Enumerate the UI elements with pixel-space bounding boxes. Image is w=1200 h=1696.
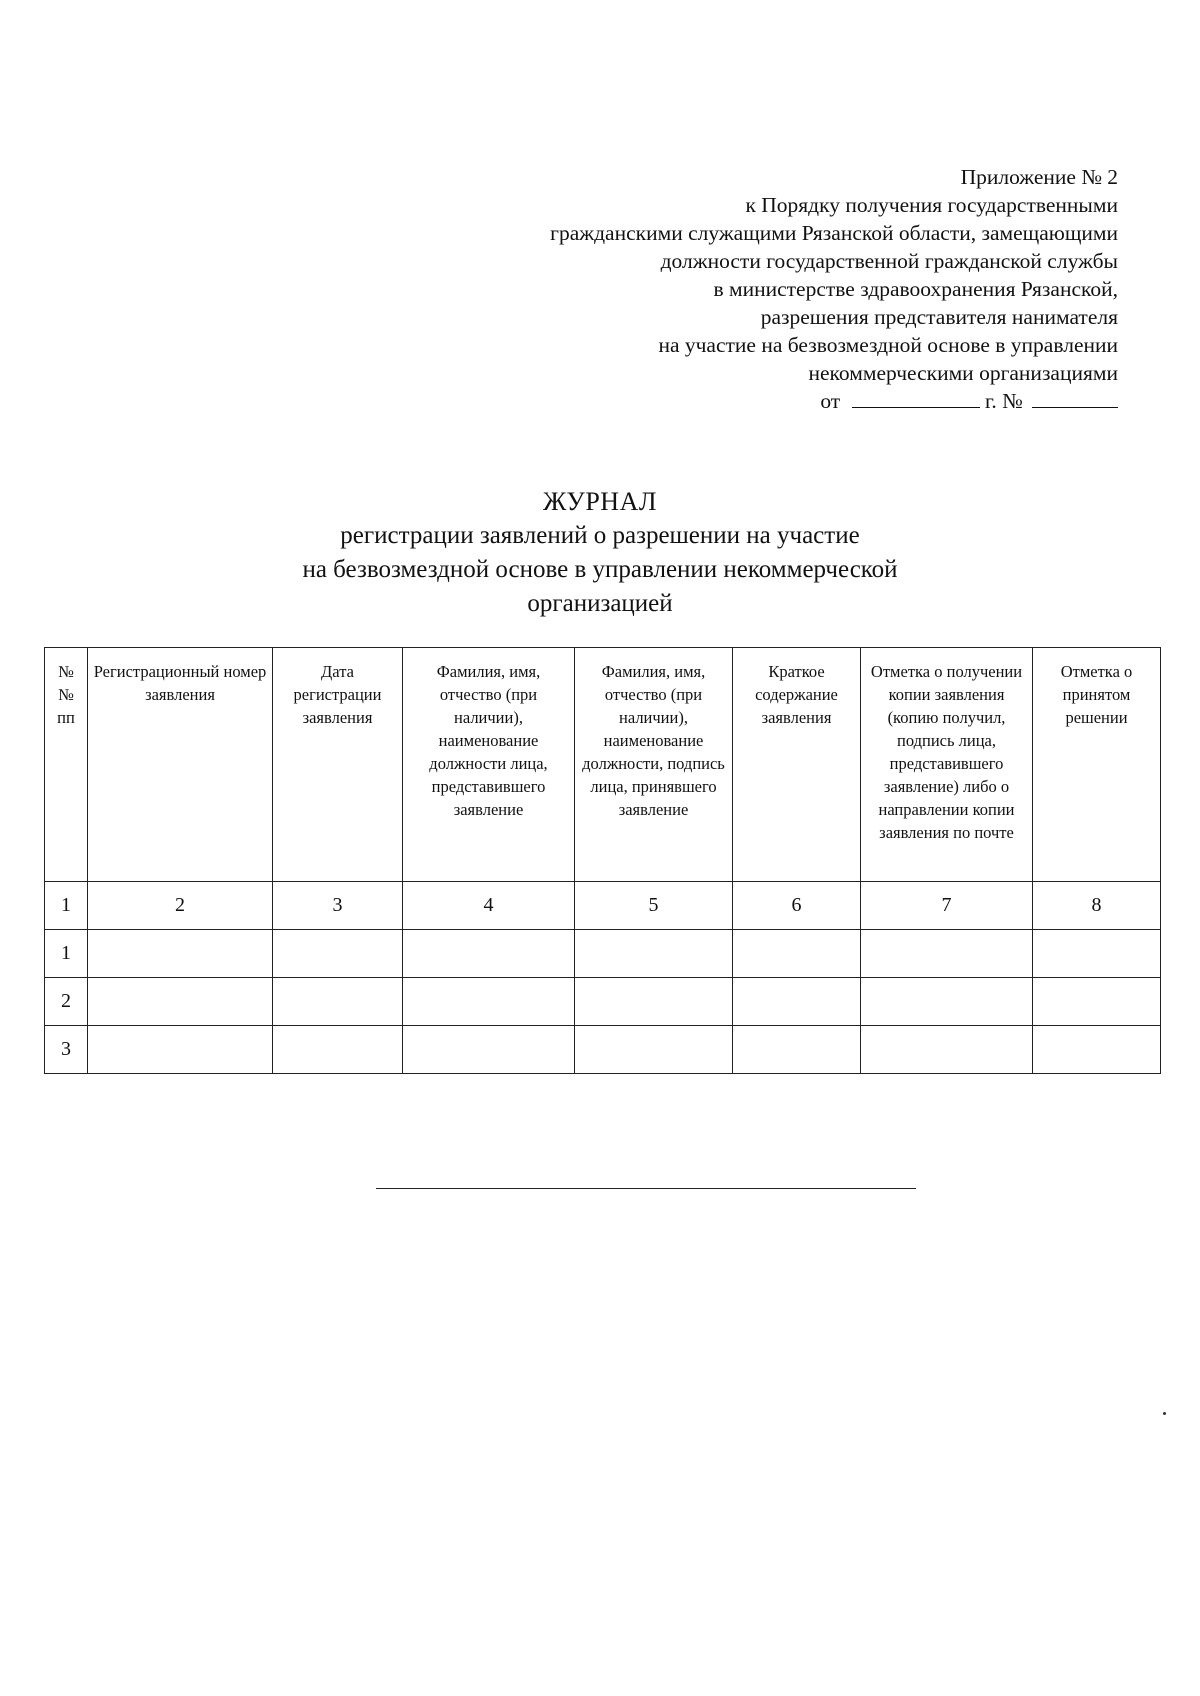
number-blank xyxy=(1032,387,1118,408)
header-cell-registration-date: Дата регистрации заявления xyxy=(273,648,403,882)
appendix-line: Приложение № 2 xyxy=(960,165,1118,189)
empty-cell xyxy=(1033,930,1161,978)
empty-cell xyxy=(273,930,403,978)
column-number-cell: 3 xyxy=(273,882,403,930)
header-cell-registration-number: Регистрационный номер заявления xyxy=(88,648,273,882)
date-blank xyxy=(852,387,980,408)
header-row xyxy=(45,648,1161,882)
appendix-line: на участие на безвозмездной основе в управлении xyxy=(658,333,1118,357)
column-number-cell: 5 xyxy=(575,882,733,930)
date-prefix: от xyxy=(820,389,841,413)
appendix-line: должности государственной гражданской службы xyxy=(660,249,1118,273)
header-cell-summary: Краткое содержание заявления xyxy=(733,648,861,882)
header-cell-decision-mark: Отметка о принятом решении xyxy=(1033,648,1161,882)
column-number-cell: 6 xyxy=(733,882,861,930)
empty-cell xyxy=(403,930,575,978)
appendix-header xyxy=(398,163,1118,415)
appendix-line: некоммерческими организациями xyxy=(808,361,1118,385)
row-number-cell: 2 xyxy=(45,978,88,1026)
column-number-cell: 2 xyxy=(88,882,273,930)
journal-subtitle-line: регистрации заявлений о разрешении на участие xyxy=(340,522,860,549)
empty-cell xyxy=(403,978,575,1026)
appendix-line: гражданскими служащими Рязанской области, замещающими xyxy=(550,221,1118,245)
header-cell-receiver: Фамилия, имя, отчество (при наличии), наименование должности, подпись лица, принявшего заявление xyxy=(575,648,733,882)
empty-cell xyxy=(88,1026,273,1074)
header-cell-applicant: Фамилия, имя, отчество (при наличии), наименование должности лица, представившего заявление xyxy=(403,648,575,882)
empty-cell xyxy=(403,1026,575,1074)
column-number-cell: 8 xyxy=(1033,882,1161,930)
empty-cell xyxy=(575,1026,733,1074)
empty-cell xyxy=(273,1026,403,1074)
empty-cell xyxy=(861,978,1033,1026)
appendix-line: к Порядку получения государственными xyxy=(745,193,1118,217)
date-number-label: г. № xyxy=(984,389,1023,413)
appendix-date-line xyxy=(398,387,1118,415)
empty-cell xyxy=(575,978,733,1026)
journal-title-block xyxy=(0,485,1200,621)
column-number-cell: 7 xyxy=(861,882,1033,930)
empty-cell xyxy=(88,930,273,978)
empty-cell xyxy=(1033,1026,1161,1074)
empty-cell xyxy=(575,930,733,978)
appendix-line: разрешения представителя нанимателя xyxy=(760,305,1118,329)
table-row xyxy=(45,1026,1161,1074)
end-divider xyxy=(376,1188,916,1189)
journal-subtitle-line: организацией xyxy=(527,590,673,617)
row-number-cell: 3 xyxy=(45,1026,88,1074)
empty-cell xyxy=(733,1026,861,1074)
table-row xyxy=(45,930,1161,978)
empty-cell xyxy=(861,930,1033,978)
table-row xyxy=(45,978,1161,1026)
header-cell-row-number: № № пп xyxy=(45,648,88,882)
empty-cell xyxy=(733,930,861,978)
row-number-cell: 1 xyxy=(45,930,88,978)
empty-cell xyxy=(1033,978,1161,1026)
column-number-cell: 1 xyxy=(45,882,88,930)
header-cell-copy-mark: Отметка о получении копии заявления (копию получил, подпись лица, представившего заявление) либо о направлении копии заявления по почте xyxy=(861,648,1033,882)
column-number-row xyxy=(45,882,1161,930)
journal-subtitle-line: на безвозмездной основе в управлении некоммерческой xyxy=(302,556,898,583)
scan-speck xyxy=(1163,1412,1166,1415)
empty-cell xyxy=(88,978,273,1026)
appendix-line: в министерстве здравоохранения Рязанской, xyxy=(713,277,1118,301)
journal-title: ЖУРНАЛ xyxy=(543,487,657,516)
empty-cell xyxy=(733,978,861,1026)
empty-cell xyxy=(273,978,403,1026)
column-number-cell: 4 xyxy=(403,882,575,930)
journal-table xyxy=(44,647,1161,1074)
empty-cell xyxy=(861,1026,1033,1074)
